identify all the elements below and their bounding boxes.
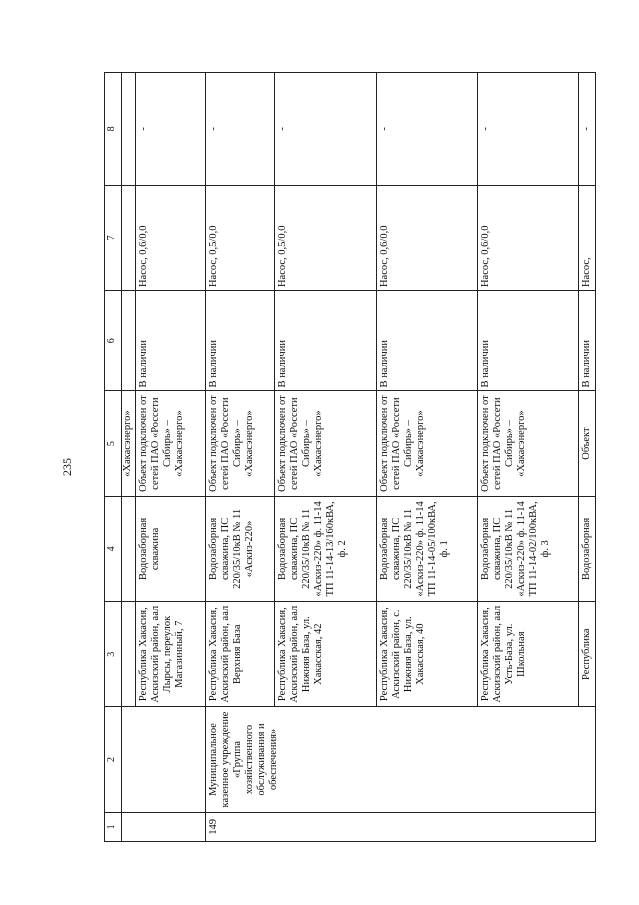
cell-connection: Объект подключен от сетей ПАО «Россети Сибирь» – «Хакасэнерго» <box>275 391 376 496</box>
cell-equipment: Насос, 0,6/0,0 <box>477 185 578 290</box>
cell-connection: Объект <box>579 391 596 496</box>
cell-connection: Объект подключен от сетей ПАО «Россети Сибирь» – «Хакасэнерго» <box>376 391 477 496</box>
cell-empty <box>122 185 136 290</box>
column-number: 1 <box>105 812 122 841</box>
cell-note: - <box>477 73 578 186</box>
cell-object: Водозаборная скважина, ПС 220/35/10кВ № 11 «Аскиз-220» ф. 11-14 ТП 11-14-13/160кВА, ф. 2 <box>275 496 376 601</box>
column-number: 6 <box>105 291 122 391</box>
column-number: 8 <box>105 73 122 186</box>
cell-equipment: Насос, <box>579 185 596 290</box>
cell-equipment: Насос, 0,6/0,0 <box>376 185 477 290</box>
cell-empty <box>122 291 136 391</box>
column-number-row <box>105 73 122 842</box>
cell-object: Водозаборная скважина, ПС 220/35/10кВ № 11 «Аскиз-220» <box>205 496 275 601</box>
cell-availability: В наличии <box>205 291 275 391</box>
cell-row-number: 149 <box>205 812 595 841</box>
table-row-continuation <box>122 73 136 842</box>
cell-object: Водозаборная <box>579 496 596 601</box>
cell-availability: В наличии <box>376 291 477 391</box>
cell-availability: В наличии <box>477 291 578 391</box>
cell-equipment: Насос, 0,5/0,0 <box>205 185 275 290</box>
cell-note: - <box>136 73 206 186</box>
cell-address: Республика Хакасия, Аскизский район, аал Верхняя База <box>205 602 275 707</box>
cell-availability: В наличии <box>579 291 596 391</box>
cell-equipment: Насос, 0,6/0,0 <box>136 185 206 290</box>
column-number: 7 <box>105 185 122 290</box>
cell-note: - <box>376 73 477 186</box>
cell-empty <box>122 602 136 707</box>
page-number: 235 <box>60 458 74 476</box>
cell-object: Водозаборная скважина, ПС 220/35/10кВ № 11 «Аскиз-220» ф. 11-14 ТП 11-14-05/100кВА, ф. 1 <box>376 496 477 601</box>
cell-address: Республика Хакасия, Аскизский район, с. Нижняя База, ул. Хакасская, 40 <box>376 602 477 707</box>
cell-equipment: Насос, 0,5/0,0 <box>275 185 376 290</box>
cell-empty <box>122 707 206 812</box>
column-number: 5 <box>105 391 122 496</box>
column-number: 3 <box>105 602 122 707</box>
cell-address: Республика Хакасия, Аскизский район, аал Лырсы, переулок Магазинный, 7 <box>136 602 206 707</box>
cell-object: Водозаборная скважина <box>136 496 206 601</box>
cell-organization: Муниципальное казенное учреждение «Группа хозяйственного обслуживания и обеспечения» <box>205 707 595 812</box>
cell-continuation: «Хакасэнерго» <box>122 391 136 496</box>
cell-connection: Объект подключен от сетей ПАО «Россети Сибирь» – «Хакасэнерго» <box>136 391 206 496</box>
column-number: 2 <box>105 707 122 812</box>
cell-connection: Объект подключен от сетей ПАО «Россети Сибирь» – «Хакасэнерго» <box>477 391 578 496</box>
cell-note: - <box>275 73 376 186</box>
cell-note: - <box>579 73 596 186</box>
table-row <box>205 73 275 842</box>
cell-connection: Объект подключен от сетей ПАО «Россети Сибирь» – «Хакасэнерго» <box>205 391 275 496</box>
cell-availability: В наличии <box>136 291 206 391</box>
cell-empty <box>122 812 206 841</box>
cell-object: Водозаборная скважина, ПС 220/35/10кВ № 11 «Аскиз-220» ф. 11-14 ТП 11-14-02/100кВА, ф. 3 <box>477 496 578 601</box>
cell-availability: В наличии <box>275 291 376 391</box>
cell-empty <box>122 73 136 186</box>
cell-address: Республика Хакасия, Аскизский район, аал Усть-База, ул. Школьная <box>477 602 578 707</box>
cell-address: Республика <box>579 602 596 707</box>
cell-empty <box>122 496 136 601</box>
cell-address: Республика Хакасия, Аскизский район, аал Нижняя База, ул. Хакасская, 42 <box>275 602 376 707</box>
rotated-table-container <box>104 72 596 842</box>
data-table <box>104 72 596 842</box>
cell-note: - <box>205 73 275 186</box>
column-number: 4 <box>105 496 122 601</box>
